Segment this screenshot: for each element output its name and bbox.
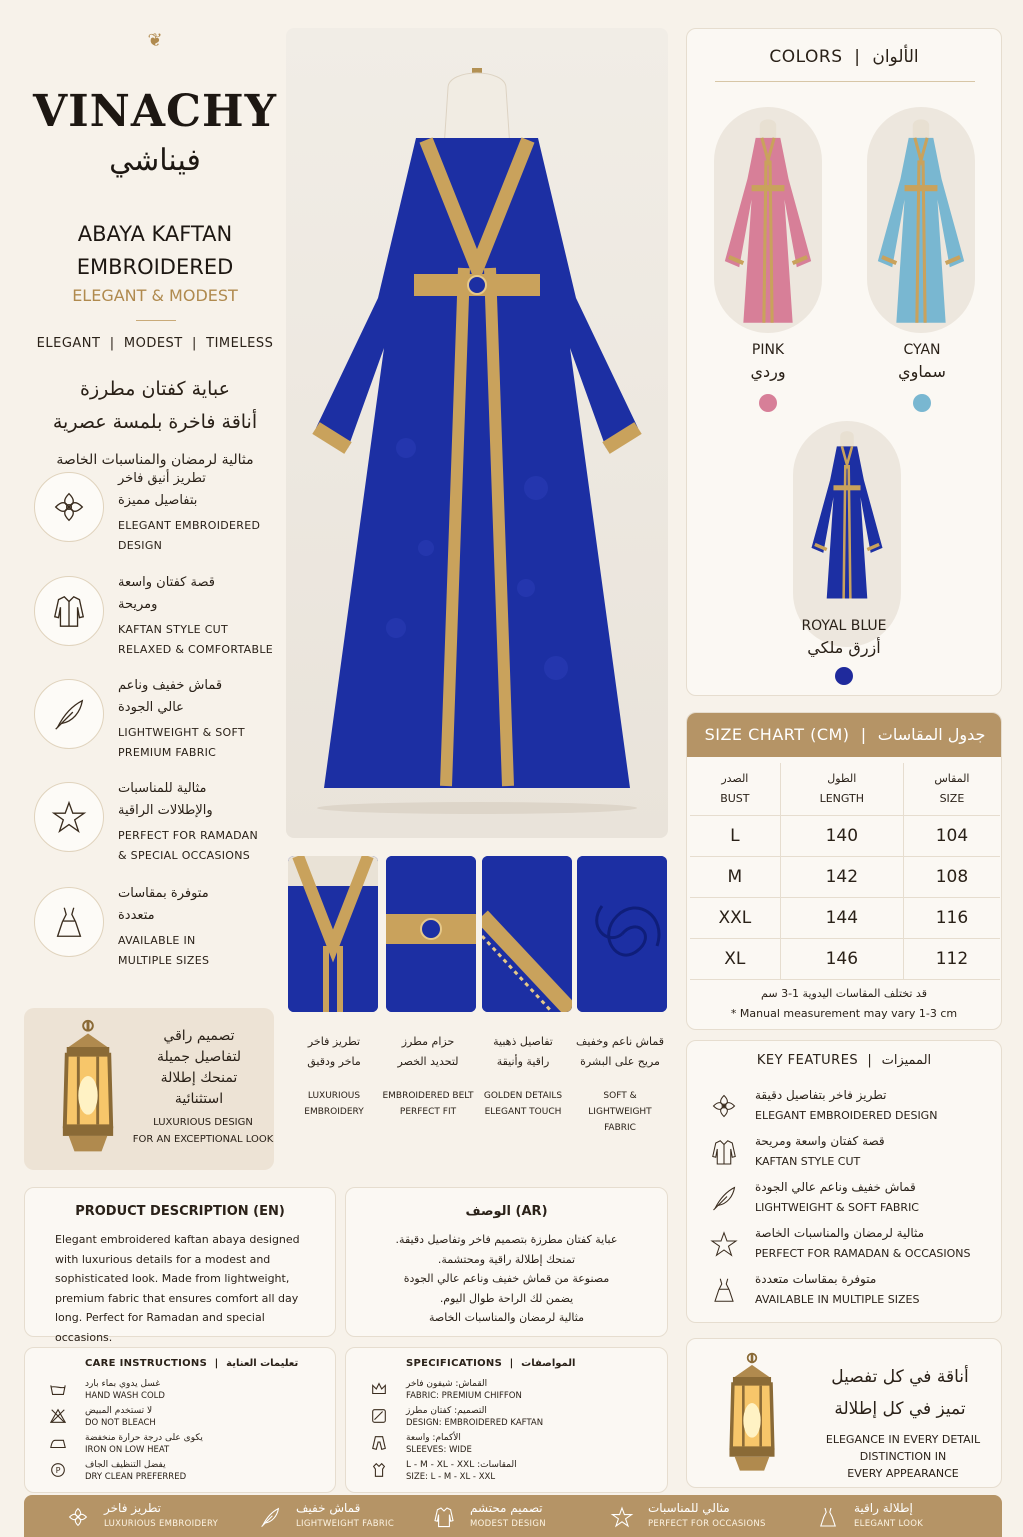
color-option-cyan[interactable] <box>867 107 975 333</box>
kaftan-icon <box>709 1137 739 1167</box>
product-title <box>24 218 286 284</box>
feature-en: LIGHTWEIGHT & SOFT PREMIUM FABRIC <box>118 726 245 759</box>
colors-panel <box>686 28 1002 696</box>
footer-item: تصميم محتشم MODEST DESIGN <box>420 1499 610 1535</box>
feature-ar: قصة كفتان واسعة ومريحة <box>118 575 215 612</box>
headline-ar: أناقة فاخرة بلمسة عصرية <box>52 411 258 433</box>
key-feature-item: تطريز فاخر بتفاصيل دقيقة ELEGANT EMBROIDERED DESIGN <box>705 1085 995 1129</box>
feature-occasions <box>34 778 286 874</box>
description-en-panel <box>24 1187 336 1344</box>
column-header-size: المقاس SIZE <box>903 763 1000 816</box>
table-row: XL 146 112 <box>690 939 1000 980</box>
lantern-icon <box>38 1018 138 1163</box>
elegance-panel <box>686 1338 1002 1488</box>
product-title-line: EMBROIDERED <box>76 255 234 279</box>
feature-sizes <box>34 883 286 979</box>
care-item: لا تستخدم المبيض DO NOT BLEACH <box>49 1405 329 1431</box>
specifications-panel <box>345 1347 668 1493</box>
size-note-en: * Manual measurement may vary 1-3 cm <box>730 1007 958 1020</box>
lantern-panel <box>24 1008 274 1170</box>
spec-item: المقاسات: L - M - XL - XXL SIZE: L - M - XL - XXL <box>370 1459 650 1485</box>
tagline: ELEGANT | MODEST | TIMELESS <box>36 336 274 351</box>
spec-item: الأكمام: واسعة SLEEVES: WIDE <box>370 1432 650 1458</box>
subheadline-ar: مثالية لرمضان والمناسبات الخاصة <box>56 452 254 468</box>
thumbnail-caption: تطريز فاخر ماخر ودقيق LUXURIOUS EMBROIDERY <box>304 1035 364 1117</box>
feather-icon <box>709 1183 739 1213</box>
column-header-bust: الصدر BUST <box>690 763 780 816</box>
flower-icon <box>34 472 104 542</box>
spec-item: القماش: شيفون فاخر FABRIC: PREMIUM CHIFFON <box>370 1378 650 1404</box>
hand-wash-icon <box>49 1380 67 1398</box>
star-icon <box>610 1505 634 1529</box>
feature-ar: تطريز أنيق فاخر بتفاصيل مميزة <box>118 471 206 508</box>
footer-bar <box>24 1495 1002 1537</box>
brand-name-ar: فيناشي <box>109 143 201 178</box>
no-bleach-icon <box>49 1407 67 1425</box>
thumbnail-caption: تفاصيل ذهبية راقية وأنيقة GOLDEN DETAILS ELEGANT TOUCH <box>483 1035 563 1117</box>
hero-product-image[interactable] <box>286 28 668 838</box>
color-dot-cyan[interactable] <box>913 394 931 412</box>
feature-en: AVAILABLE IN MULTIPLE SIZES <box>118 934 210 967</box>
specs-title: SPECIFICATIONS | المواصفات <box>406 1358 576 1369</box>
color-option-royal-blue[interactable] <box>793 421 901 647</box>
feather-icon <box>34 679 104 749</box>
key-feature-item: قماش خفيف وناعم عالي الجودة LIGHTWEIGHT & SOFT FABRIC <box>705 1177 995 1221</box>
table-row: XXL 144 116 <box>690 898 1000 939</box>
care-instructions-panel <box>24 1347 336 1493</box>
color-dot-royal-blue[interactable] <box>835 667 853 685</box>
color-label-royal-blue: ROYAL BLUE أزرق ملكي <box>801 618 887 657</box>
care-item: يفضل التنظيف الجاف DRY CLEAN PREFERRED <box>49 1459 329 1485</box>
star-icon <box>34 782 104 852</box>
fabric-detail-image <box>577 856 667 1012</box>
thumbnail-gold-details[interactable] <box>482 856 572 1012</box>
sleeve-icon <box>370 1434 388 1452</box>
feature-ar: متوفرة بمقاسات متعددة <box>118 886 209 923</box>
thumbnail-fabric[interactable] <box>577 856 667 1012</box>
divider <box>136 320 176 321</box>
cyan-abaya-image <box>867 107 975 333</box>
ornament-icon: ❦ <box>147 30 163 51</box>
elegance-text-en: ELEGANCE IN EVERY DETAIL DISTINCTION IN EVERY APPEARANCE <box>825 1433 981 1480</box>
flower-icon <box>66 1505 90 1529</box>
care-title: CARE INSTRUCTIONS | تعليمات العناية <box>85 1358 299 1369</box>
royal-blue-abaya-image <box>793 421 901 607</box>
color-dot-pink[interactable] <box>759 394 777 412</box>
neckline-detail-image <box>288 856 378 1012</box>
product-title-line: ABAYA KAFTAN <box>77 222 233 246</box>
color-label-cyan: CYAN سماوي <box>898 342 946 381</box>
key-features-panel <box>686 1040 1002 1323</box>
thumbnail-caption: قماش ناعم وخفيف مريح على البشرة SOFT & LIGHTWEIGHT FABRIC <box>575 1035 665 1133</box>
thumbnail-neckline[interactable] <box>288 856 378 1012</box>
description-en-body: Elegant embroidered kaftan abaya designed with luxurious details for a modest and sophisticated look. Made from lightweight, premium fabric that ensures comfort all day long. Perfect for Ramadan and special occasions. <box>55 1233 300 1344</box>
gold-detail-image <box>482 856 572 1012</box>
size-icon <box>370 1461 388 1479</box>
kaftan-icon <box>432 1505 456 1529</box>
star-icon <box>709 1229 739 1259</box>
elegance-text-ar: أناقة في كل تفصيل تميز في كل إطلالة <box>831 1367 969 1419</box>
divider <box>715 81 975 82</box>
footer-item: مثالي للمناسبات PERFECT FOR OCCASIONS <box>598 1499 788 1535</box>
table-row: L 140 104 <box>690 816 1000 857</box>
key-feature-item: قصة كفتان واسعة ومريحة KAFTAN STYLE CUT <box>705 1131 995 1175</box>
description-ar-body: عباية كفتان مطرزة بتصميم فاخر وتفاصيل دقيقة. تمنحك إطلالة راقية ومحتشمة. مصنوعة من قماش خفيف وناعم عالي الجودة يضمن لك الراحة طوال اليوم. مثالية لرمضان والمناسبات الخاصة <box>395 1233 618 1324</box>
flower-icon <box>709 1091 739 1121</box>
spec-item: التصميم: كفتان مطرز DESIGN: EMBROIDERED KAFTAN <box>370 1405 650 1431</box>
iron-icon <box>49 1434 67 1452</box>
care-item: يكوى على درجة حرارة منخفضة IRON ON LOW HEAT <box>49 1432 329 1458</box>
design-icon <box>370 1407 388 1425</box>
key-feature-item: متوفرة بمقاسات متعددة AVAILABLE IN MULTIPLE SIZES <box>705 1269 995 1313</box>
colors-title: COLORS | الألوان <box>769 47 919 67</box>
column-header-length: الطول LENGTH <box>780 763 903 816</box>
feature-en: PERFECT FOR RAMADAN & SPECIAL OCCASIONS <box>118 829 258 862</box>
footer-item: إطلالة راقية ELEGANT LOOK <box>804 1499 994 1535</box>
feature-embroidery <box>34 468 286 564</box>
feature-ar: مثالية للمناسبات والإطلالات الراقية <box>118 781 213 818</box>
abaya-image <box>286 28 668 838</box>
color-label-pink: PINK وردي <box>750 342 786 381</box>
key-features-title: KEY FEATURES | المميزات <box>756 1053 932 1068</box>
thumbnail-caption: حزام مطرز لتحديد الخصر EMBROIDERED BELT PERFECT FIT <box>382 1035 474 1117</box>
key-feature-item: مثالية لرمضان والمناسبات الخاصة PERFECT FOR RAMADAN & OCCASIONS <box>705 1223 995 1267</box>
lantern-icon <box>707 1351 797 1481</box>
size-chart-panel <box>686 712 1002 1030</box>
size-table <box>690 763 1000 980</box>
description-en-title: PRODUCT DESCRIPTION (EN) <box>75 1204 285 1219</box>
lantern-text-en: LUXURIOUS DESIGN FOR AN EXCEPTIONAL LOOK <box>132 1117 274 1145</box>
belt-detail-image <box>386 856 476 1012</box>
footer-item: تطريز فاخر LUXURIOUS EMBROIDERY <box>54 1499 244 1535</box>
description-ar-title: الوصف (AR) <box>465 1204 548 1219</box>
footer-item: قماش خفيف LIGHTWEIGHT FABRIC <box>246 1499 436 1535</box>
lantern-text-ar: تصميم راقي لتفاصيل جميلة تمنحك إطلالة استثنائية <box>156 1028 242 1107</box>
dress-icon <box>709 1275 739 1305</box>
feature-fabric <box>34 675 286 771</box>
product-subtitle: ELEGANT & MODEST <box>72 286 238 305</box>
pink-abaya-image <box>714 107 822 333</box>
crown-icon <box>370 1380 388 1398</box>
size-chart-title: SIZE CHART (CM) | جدول المقاسات <box>687 713 1002 757</box>
headline-ar: عباية كفتان مطرزة <box>80 378 230 400</box>
size-note-ar: قد تختلف المقاسات اليدوية 1-3 سم <box>761 987 927 1000</box>
brand-panel <box>24 28 286 1008</box>
table-row: M 142 108 <box>690 857 1000 898</box>
kaftan-icon <box>34 576 104 646</box>
feather-icon <box>258 1505 282 1529</box>
feature-en: KAFTAN STYLE CUT RELAXED & COMFORTABLE <box>118 623 273 656</box>
thumbnail-belt[interactable] <box>386 856 476 1012</box>
care-item: غسل يدوي بماء بارد HAND WASH COLD <box>49 1378 329 1404</box>
feature-kaftan <box>34 572 286 668</box>
color-option-pink[interactable] <box>714 107 822 333</box>
description-ar-panel <box>345 1187 668 1337</box>
feature-ar: قماش خفيف وناعم عالي الجودة <box>118 678 223 715</box>
dry-clean-icon <box>49 1461 67 1479</box>
feature-en: ELEGANT EMBROIDERED DESIGN <box>118 519 261 552</box>
brand-name: VINACHY <box>32 86 278 137</box>
dress-icon <box>816 1505 840 1529</box>
dress-icon <box>34 887 104 957</box>
